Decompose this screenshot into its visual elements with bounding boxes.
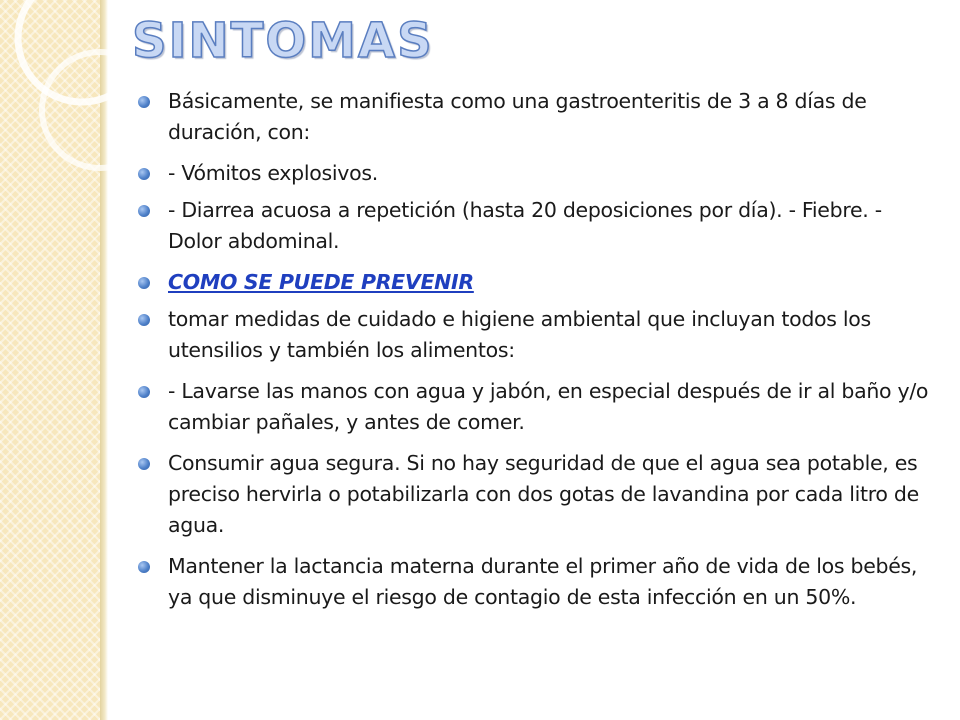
bullet-icon [138,168,150,180]
bullet-item [132,267,937,298]
bullet-item [132,158,937,189]
bullet-item [132,448,937,541]
bullet-item [132,551,937,613]
bullet-icon [138,205,150,217]
slide-title: SINTOMAS [132,13,434,69]
bullet-text: Básicamente, se manifiesta como una gastroenteritis de 3 a 8 días de duración, con: [168,89,867,144]
bullet-item [132,304,937,366]
bullet-icon [138,277,150,289]
bullet-item [132,195,937,257]
slide-content [132,86,937,623]
bullet-icon [138,458,150,470]
prevention-link[interactable]: COMO SE PUEDE PREVENIR [168,270,474,294]
bullet-item [132,376,937,438]
bullet-icon [138,561,150,573]
bullet-icon [138,386,150,398]
bullet-item [132,86,937,148]
bullet-text: Mantener la lactancia materna durante el primer año de vida de los bebés, ya que disminuye el riesgo de contagio de esta infección en un 50%. [168,554,918,609]
bullet-icon [138,96,150,108]
bullet-list [132,86,937,613]
decorative-side-band [0,0,100,720]
bullet-text: - Diarrea acuosa a repetición (hasta 20 deposiciones por día). - Fiebre. - Dolor abdominal. [168,198,882,253]
bullet-text: Consumir agua segura. Si no hay seguridad de que el agua sea potable, es preciso hervirla o potabilizarla con dos gotas de lavandina por cada litro de agua. [168,451,919,537]
bullet-text: tomar medidas de cuidado e higiene ambiental que incluyan todos los utensilios y también los alimentos: [168,307,871,362]
bullet-text: - Lavarse las manos con agua y jabón, en especial después de ir al baño y/o cambiar pañales, y antes de comer. [168,379,929,434]
bullet-text: - Vómitos explosivos. [168,161,378,185]
bullet-icon [138,314,150,326]
side-band-edge [100,0,108,720]
